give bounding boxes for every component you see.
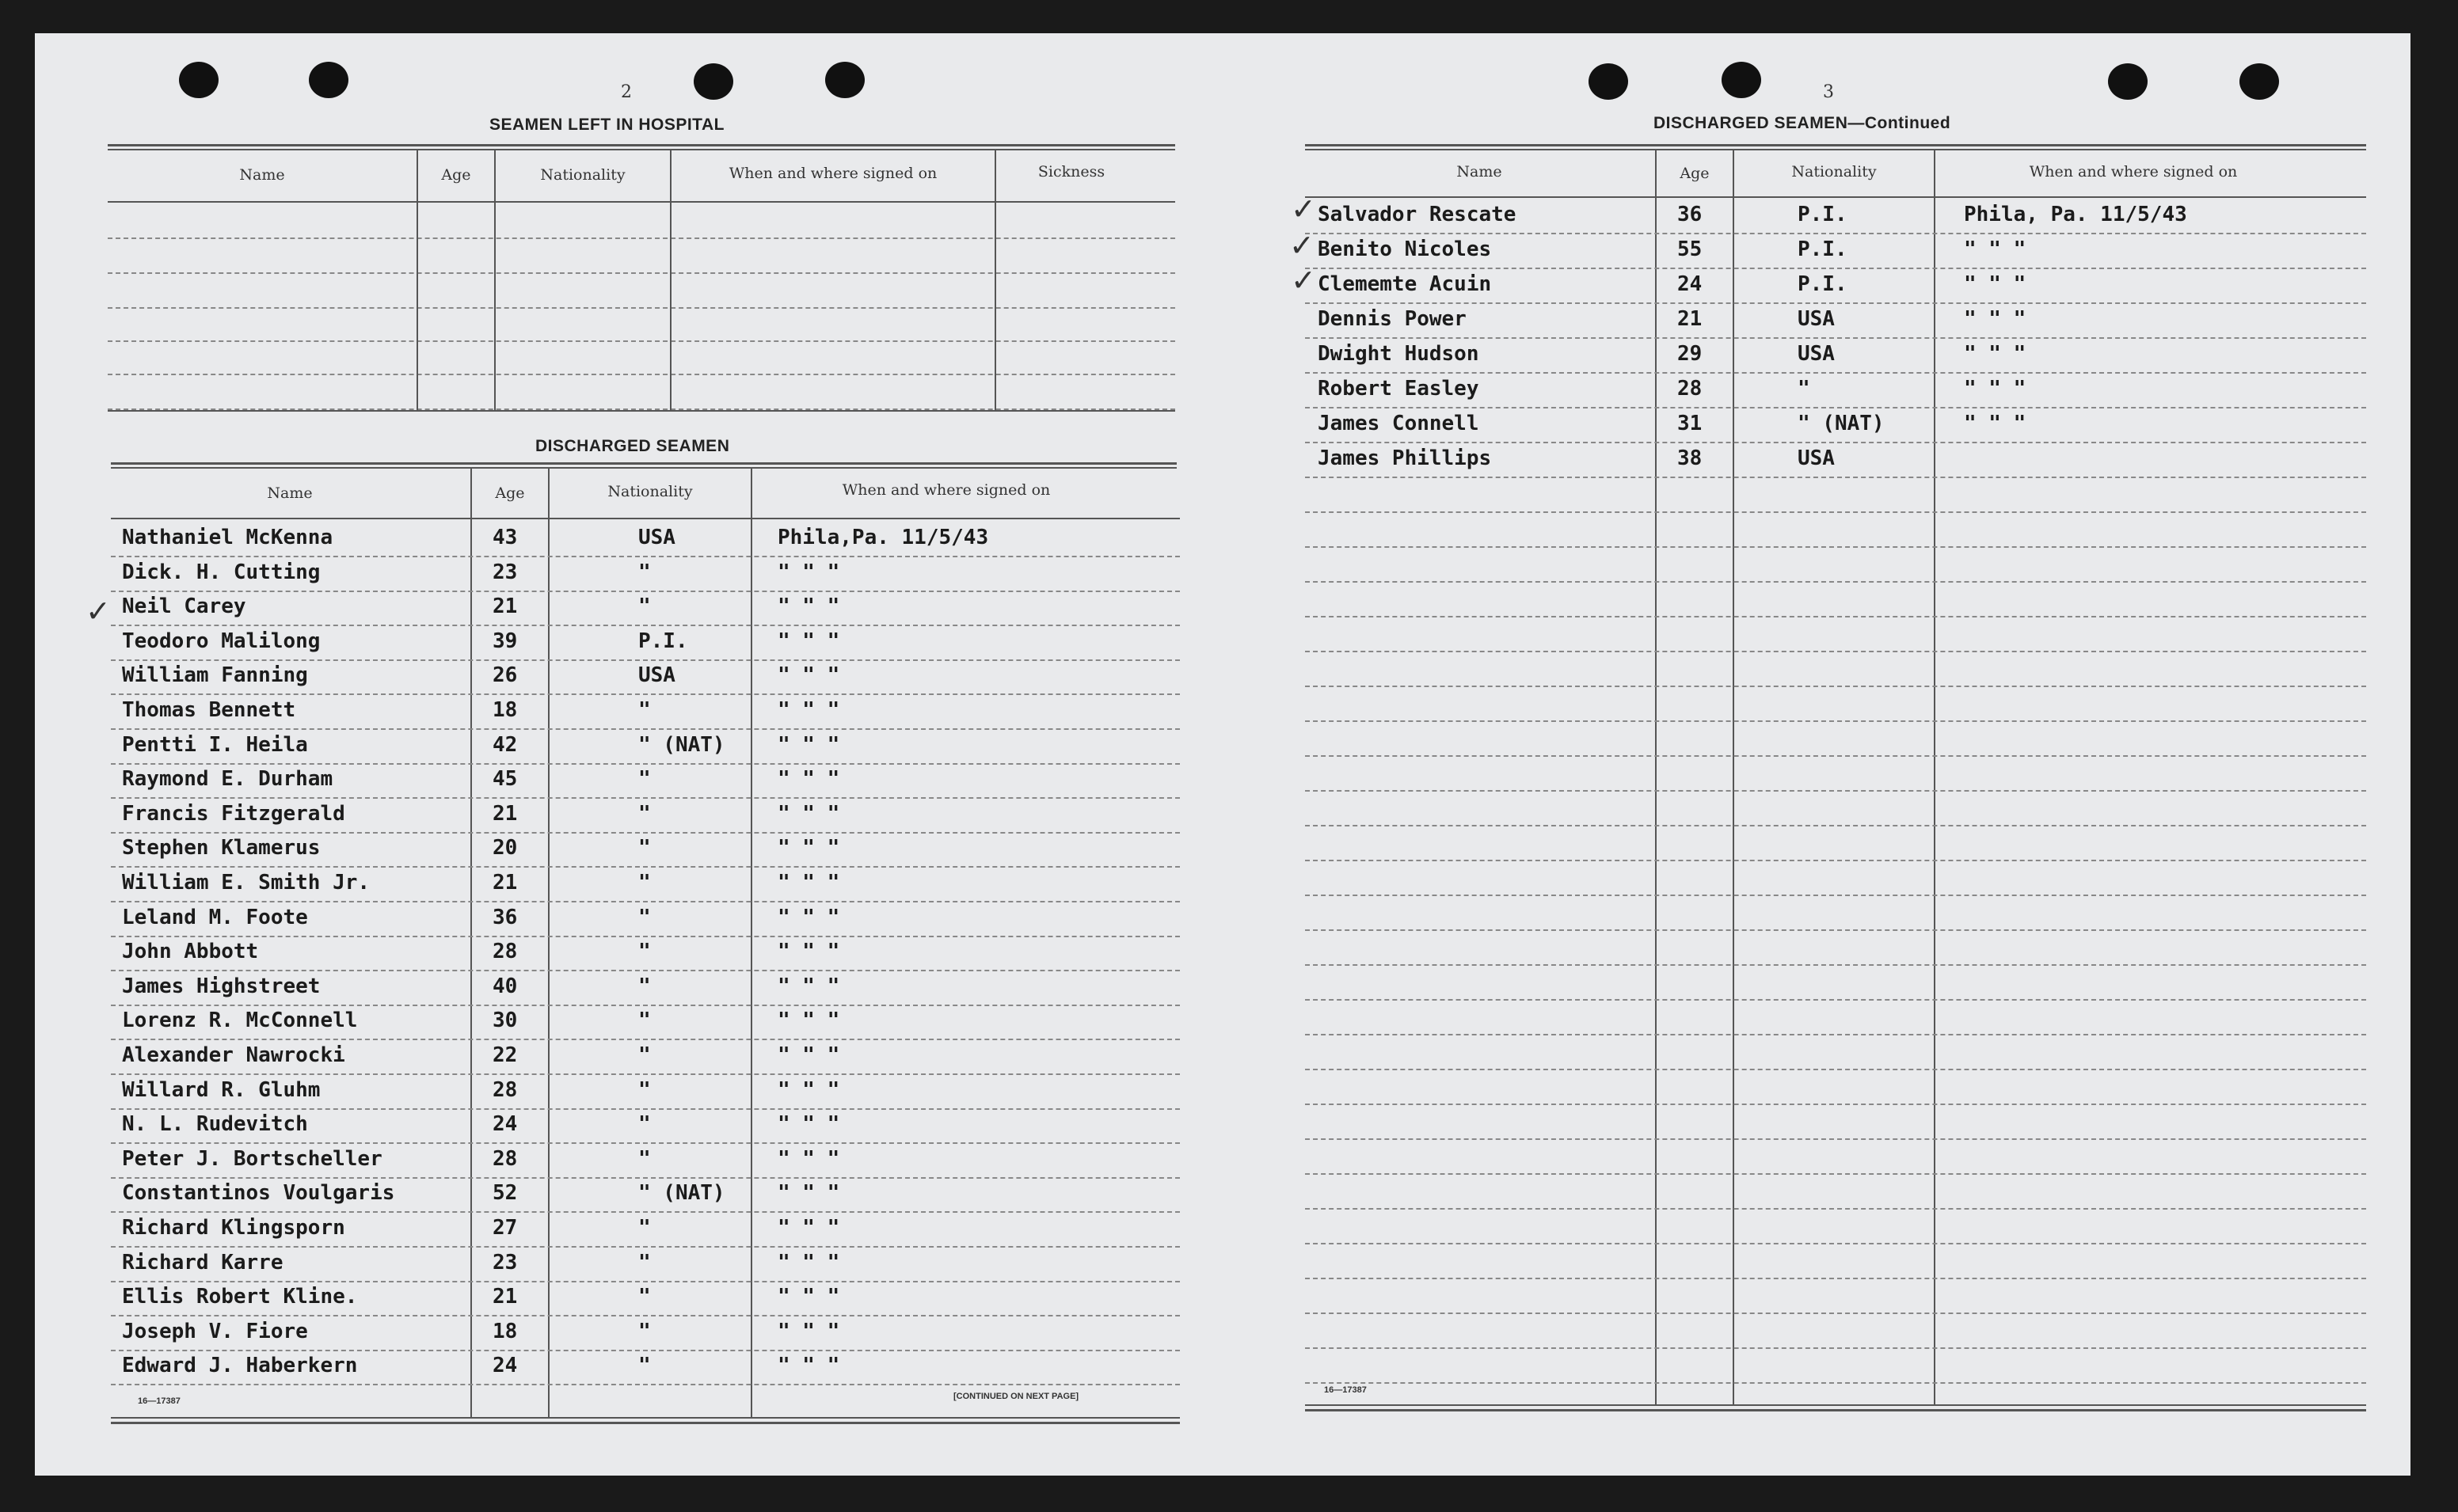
seaman-nationality: " [638, 1319, 651, 1343]
seaman-signed-on: " " " [778, 1250, 840, 1275]
seaman-name: Francis Fitzgerald [122, 801, 345, 826]
seaman-nationality: " [638, 560, 651, 584]
seaman-signed-on: " " " [778, 1181, 840, 1206]
seaman-age: 20 [493, 836, 518, 860]
col-header-age: Age [441, 166, 471, 184]
seaman-name: Neil Carey [122, 595, 246, 619]
seaman-age: 28 [493, 1146, 518, 1171]
seaman-age: 38 [1677, 446, 1703, 470]
seaman-signed-on: " " " [778, 698, 840, 722]
punch-hole [2239, 63, 2279, 100]
seaman-nationality: " [638, 1354, 651, 1378]
seaman-nationality: P.I. [638, 629, 688, 653]
seaman-signed-on: " " " [778, 940, 840, 964]
seaman-name: Dwight Hudson [1318, 342, 1479, 366]
seaman-signed-on: " " " [778, 871, 840, 895]
seaman-age: 42 [493, 732, 518, 757]
seaman-name: Alexander Nawrocki [122, 1043, 345, 1067]
check-mark-icon: ✓ [1289, 228, 1315, 263]
seaman-nationality: P.I. [1798, 237, 1847, 261]
seaman-signed-on: " " " [778, 1112, 840, 1137]
seaman-name: Richard Karre [122, 1250, 283, 1275]
seaman-signed-on: " " " [778, 974, 840, 998]
col-header-name: Name [1456, 163, 1502, 180]
seaman-nationality: " (NAT) [1798, 412, 1885, 435]
check-mark-icon: ✓ [1291, 192, 1316, 226]
seaman-nationality: USA [1798, 342, 1835, 366]
seaman-nationality: " [638, 698, 651, 722]
document-sheet [35, 33, 2410, 1476]
seaman-nationality: " [638, 871, 651, 895]
seaman-signed-on: " " " [778, 1216, 840, 1240]
col-header-age: Age [1680, 165, 1710, 182]
seaman-signed-on: " " " [778, 1146, 840, 1171]
seaman-nationality: USA [1798, 446, 1835, 470]
seaman-age: 21 [1677, 307, 1703, 331]
punch-hole [179, 62, 219, 98]
seaman-signed-on: " " " [778, 836, 840, 860]
seaman-age: 28 [493, 1077, 518, 1102]
seaman-signed-on: " " " [778, 767, 840, 792]
seaman-name: Ellis Robert Kline. [122, 1285, 358, 1309]
seaman-name: John Abbott [122, 940, 259, 964]
seaman-age: 45 [493, 767, 518, 792]
seaman-nationality: " [638, 1077, 651, 1102]
seaman-name: Robert Easley [1318, 377, 1479, 401]
seaman-age: 26 [493, 663, 518, 688]
seaman-nationality: " [638, 905, 651, 929]
seaman-nationality: " [638, 1112, 651, 1137]
seaman-signed-on: " " " [778, 1319, 840, 1343]
section-title-discharged-continued: DISCHARGED SEAMEN—Continued [1653, 114, 1951, 132]
seaman-nationality: P.I. [1798, 203, 1847, 226]
seaman-nationality: " [638, 1216, 651, 1240]
seaman-age: 40 [493, 974, 518, 998]
seaman-name: Joseph V. Fiore [122, 1319, 308, 1343]
seaman-signed-on: " " " [1964, 342, 2026, 366]
seaman-name: James Highstreet [122, 974, 321, 998]
seaman-signed-on: " " " [778, 595, 840, 619]
seaman-signed-on: " " " [1964, 412, 2026, 435]
seaman-age: 28 [493, 940, 518, 964]
col-header-name: Name [239, 166, 285, 184]
seaman-age: 18 [493, 1319, 518, 1343]
seaman-signed-on: " " " [778, 801, 840, 826]
seaman-nationality: USA [1798, 307, 1835, 331]
seaman-age: 28 [1677, 377, 1703, 401]
seaman-name: Stephen Klamerus [122, 836, 321, 860]
col-header-sickness: Sickness [1037, 163, 1105, 180]
seaman-signed-on: " " " [1964, 272, 2026, 296]
seaman-nationality: " [638, 1146, 651, 1171]
seaman-name: Teodoro Malilong [122, 629, 321, 653]
seaman-nationality: " (NAT) [638, 732, 725, 757]
seaman-signed-on: " " " [778, 732, 840, 757]
col-header-nationality: Nationality [607, 483, 693, 500]
seaman-name: James Connell [1318, 412, 1479, 435]
seaman-nationality: " [638, 1285, 651, 1309]
seaman-age: 21 [493, 801, 518, 826]
punch-hole [694, 63, 733, 100]
seaman-age: 27 [493, 1216, 518, 1240]
seaman-age: 18 [493, 698, 518, 722]
seaman-age: 43 [493, 526, 518, 549]
col-header-nationality: Nationality [1791, 163, 1877, 180]
seaman-signed-on: " " " [1964, 307, 2026, 331]
seaman-signed-on: " " " [778, 1285, 840, 1309]
seaman-nationality: " [638, 940, 651, 964]
section-title-hospital: SEAMEN LEFT IN HOSPITAL [489, 116, 725, 134]
seaman-signed-on: " " " [778, 905, 840, 929]
seaman-name: Dick. H. Cutting [122, 560, 321, 584]
seaman-age: 21 [493, 595, 518, 619]
seaman-nationality: " [638, 1043, 651, 1067]
seaman-name: Constantinos Voulgaris [122, 1181, 395, 1206]
seaman-signed-on: " " " [778, 629, 840, 653]
seaman-age: 23 [493, 1250, 518, 1275]
continued-note: [CONTINUED ON NEXT PAGE] [953, 1392, 1079, 1401]
seaman-name: Willard R. Gluhm [122, 1077, 321, 1102]
punch-hole [1722, 62, 1761, 98]
col-header-signed-on: When and where signed on [2029, 163, 2238, 180]
seaman-nationality: " [638, 1250, 651, 1275]
seaman-nationality: USA [638, 663, 675, 688]
page-number: 2 [621, 82, 632, 102]
seaman-nationality: " (NAT) [638, 1181, 725, 1206]
check-mark-icon: ✓ [86, 594, 111, 629]
seaman-nationality: " [638, 836, 651, 860]
section-title-discharged: DISCHARGED SEAMEN [535, 437, 730, 455]
col-header-signed-on: When and where signed on [842, 481, 1051, 499]
seaman-name: Lorenz R. McConnell [122, 1009, 358, 1033]
col-header-signed-on: When and where signed on [729, 165, 938, 182]
seaman-signed-on: " " " [778, 560, 840, 584]
seaman-age: 24 [493, 1354, 518, 1378]
seaman-name: Edward J. Haberkern [122, 1354, 358, 1378]
seaman-age: 24 [493, 1112, 518, 1137]
form-number: 16—17387 [1324, 1385, 1367, 1395]
seaman-age: 21 [493, 871, 518, 895]
seaman-name: Nathaniel McKenna [122, 526, 333, 549]
seaman-age: 29 [1677, 342, 1703, 366]
seaman-signed-on: " " " [778, 1009, 840, 1033]
seaman-name: Clememte Acuin [1318, 272, 1492, 296]
seaman-name: Raymond E. Durham [122, 767, 333, 792]
seaman-age: 36 [493, 905, 518, 929]
seaman-name: Benito Nicoles [1318, 237, 1492, 261]
seaman-signed-on: Phila,Pa. 11/5/43 [778, 526, 989, 549]
seaman-signed-on: " " " [778, 1354, 840, 1378]
seaman-signed-on: Phila, Pa. 11/5/43 [1964, 203, 2187, 226]
seaman-nationality: " [638, 974, 651, 998]
seaman-name: Peter J. Bortscheller [122, 1146, 382, 1171]
seaman-age: 39 [493, 629, 518, 653]
seaman-nationality: " [638, 595, 651, 619]
seaman-name: Pentti I. Heila [122, 732, 308, 757]
seaman-name: N. L. Rudevitch [122, 1112, 308, 1137]
seaman-signed-on: " " " [778, 663, 840, 688]
page-number: 3 [1823, 82, 1834, 102]
punch-hole [2108, 63, 2148, 100]
seaman-signed-on: " " " [778, 1077, 840, 1102]
punch-hole [309, 62, 348, 98]
seaman-nationality: " [638, 801, 651, 826]
col-header-name: Name [267, 484, 313, 502]
seaman-nationality: " [1798, 377, 1810, 401]
seaman-name: Leland M. Foote [122, 905, 308, 929]
seaman-signed-on: " " " [1964, 377, 2026, 401]
seaman-name: William Fanning [122, 663, 308, 688]
seaman-name: Richard Klingsporn [122, 1216, 345, 1240]
seaman-age: 31 [1677, 412, 1703, 435]
seaman-age: 24 [1677, 272, 1703, 296]
seaman-name: Dennis Power [1318, 307, 1467, 331]
col-header-nationality: Nationality [540, 166, 626, 184]
punch-hole [1589, 63, 1628, 100]
seaman-age: 22 [493, 1043, 518, 1067]
seaman-name: William E. Smith Jr. [122, 871, 371, 895]
seaman-nationality: " [638, 1009, 651, 1033]
seaman-nationality: USA [638, 526, 675, 549]
seaman-age: 36 [1677, 203, 1703, 226]
seaman-nationality: " [638, 767, 651, 792]
seaman-name: Salvador Rescate [1318, 203, 1516, 226]
seaman-name: James Phillips [1318, 446, 1492, 470]
seaman-age: 55 [1677, 237, 1703, 261]
punch-hole [825, 62, 865, 98]
col-header-age: Age [495, 484, 525, 502]
seaman-signed-on: " " " [778, 1043, 840, 1067]
seaman-age: 23 [493, 560, 518, 584]
seaman-signed-on: " " " [1964, 237, 2026, 261]
seaman-age: 30 [493, 1009, 518, 1033]
check-mark-icon: ✓ [1291, 263, 1316, 298]
seaman-name: Thomas Bennett [122, 698, 296, 722]
seaman-nationality: P.I. [1798, 272, 1847, 296]
seaman-age: 52 [493, 1181, 518, 1206]
seaman-age: 21 [493, 1285, 518, 1309]
form-number: 16—17387 [138, 1396, 181, 1406]
